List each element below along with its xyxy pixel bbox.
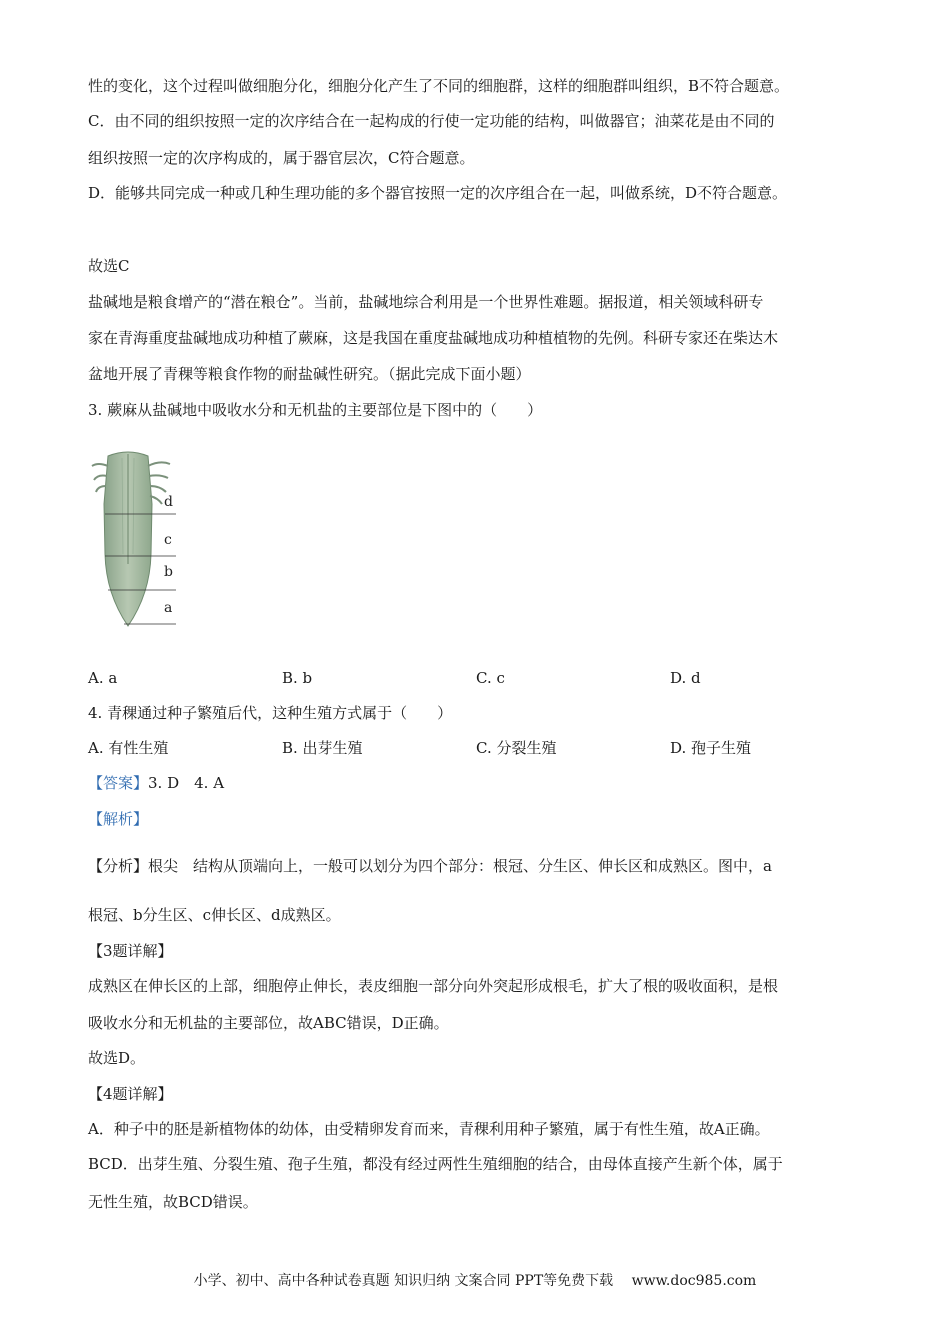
text-line: D．能够共同完成一种或几种生理功能的多个器官按照一定的次序组合在一起，叫做系统，D不符合题意。: [88, 184, 788, 202]
text-line: 吸收水分和无机盐的主要部位，故ABC错误，D正确。: [88, 1014, 449, 1032]
text-line: 故选D。: [88, 1049, 146, 1067]
option-a: A. a: [88, 669, 118, 687]
text-line: 组织按照一定的次序构成的，属于器官层次，C符合题意。: [88, 149, 475, 167]
text-line: 盐碱地是粮食增产的“潜在粮仓”。当前，盐碱地综合利用是一个世界性难题。据报道，相关领域科研专: [88, 293, 764, 311]
text-line: 家在青海重度盐碱地成功种植了蕨麻，这是我国在重度盐碱地成功种植植物的先例。科研专家还在柴达木: [88, 329, 779, 347]
text-line: 【分析】根尖 结构从顶端向上，一般可以划分为四个部分：根冠、分生区、伸长区和成熟区。图中，a: [88, 857, 772, 875]
text-line: 盆地开展了青稞等粮食作物的耐盐碱性研究。（据此完成下面小题）: [88, 365, 531, 383]
question-3: 3. 蕨麻从盐碱地中吸收水分和无机盐的主要部位是下图中的（ ）: [88, 401, 543, 419]
answer-text: 3. D 4. A: [148, 774, 225, 792]
text-line: 性的变化，这个过程叫做细胞分化，细胞分化产生了不同的细胞群，这样的细胞群叫组织，B不符合题意。: [88, 77, 790, 95]
option-c: C. c: [476, 669, 505, 687]
detail-3-tag: 【3题详解】: [88, 942, 173, 960]
page-footer: 小学、初中、高中各种试卷真题 知识归纳 文案合同 PPT等免费下载 www.doc985.com: [193, 1273, 757, 1289]
option-a: A. 有性生殖: [88, 739, 169, 757]
text-line: 根冠、b分生区、c伸长区、d成熟区。: [88, 906, 341, 924]
figure-label-a: a: [164, 600, 173, 616]
root-tip-figure: [88, 444, 188, 634]
answer-line: [88, 773, 224, 793]
text-line: BCD．出芽生殖、分裂生殖、孢子生殖，都没有经过两性生殖细胞的结合，由母体直接产生新个体，属于: [88, 1155, 783, 1173]
answer-tag: 【答案】: [88, 774, 149, 792]
text-line: A．种子中的胚是新植物体的幼体，由受精卵发育而来，青稞利用种子繁殖，属于有性生殖，故A正确。: [88, 1120, 770, 1138]
figure-label-c: c: [164, 532, 172, 548]
text-line: C．由不同的组织按照一定的次序结合在一起构成的行使一定功能的结构，叫做器官；油菜花是由不同的: [88, 112, 775, 130]
text-line: 故选C: [88, 257, 130, 275]
analysis-tag: 【解析】: [88, 810, 149, 828]
option-b: B. b: [282, 669, 313, 687]
detail-4-tag: 【4题详解】: [88, 1085, 173, 1103]
option-c: C. 分裂生殖: [476, 739, 557, 757]
text-line: 成熟区在伸长区的上部，细胞停止伸长，表皮细胞一部分向外突起形成根毛，扩大了根的吸收面积，是根: [88, 977, 779, 995]
text-line: 无性生殖，故BCD错误。: [88, 1193, 258, 1211]
question-4: 4. 青稞通过种子繁殖后代，这种生殖方式属于（ ）: [88, 704, 453, 722]
figure-label-b: b: [164, 564, 173, 580]
option-d: D. 孢子生殖: [670, 739, 752, 757]
option-d: D. d: [670, 669, 701, 687]
figure-label-d: d: [164, 494, 173, 510]
option-b: B. 出芽生殖: [282, 739, 363, 757]
